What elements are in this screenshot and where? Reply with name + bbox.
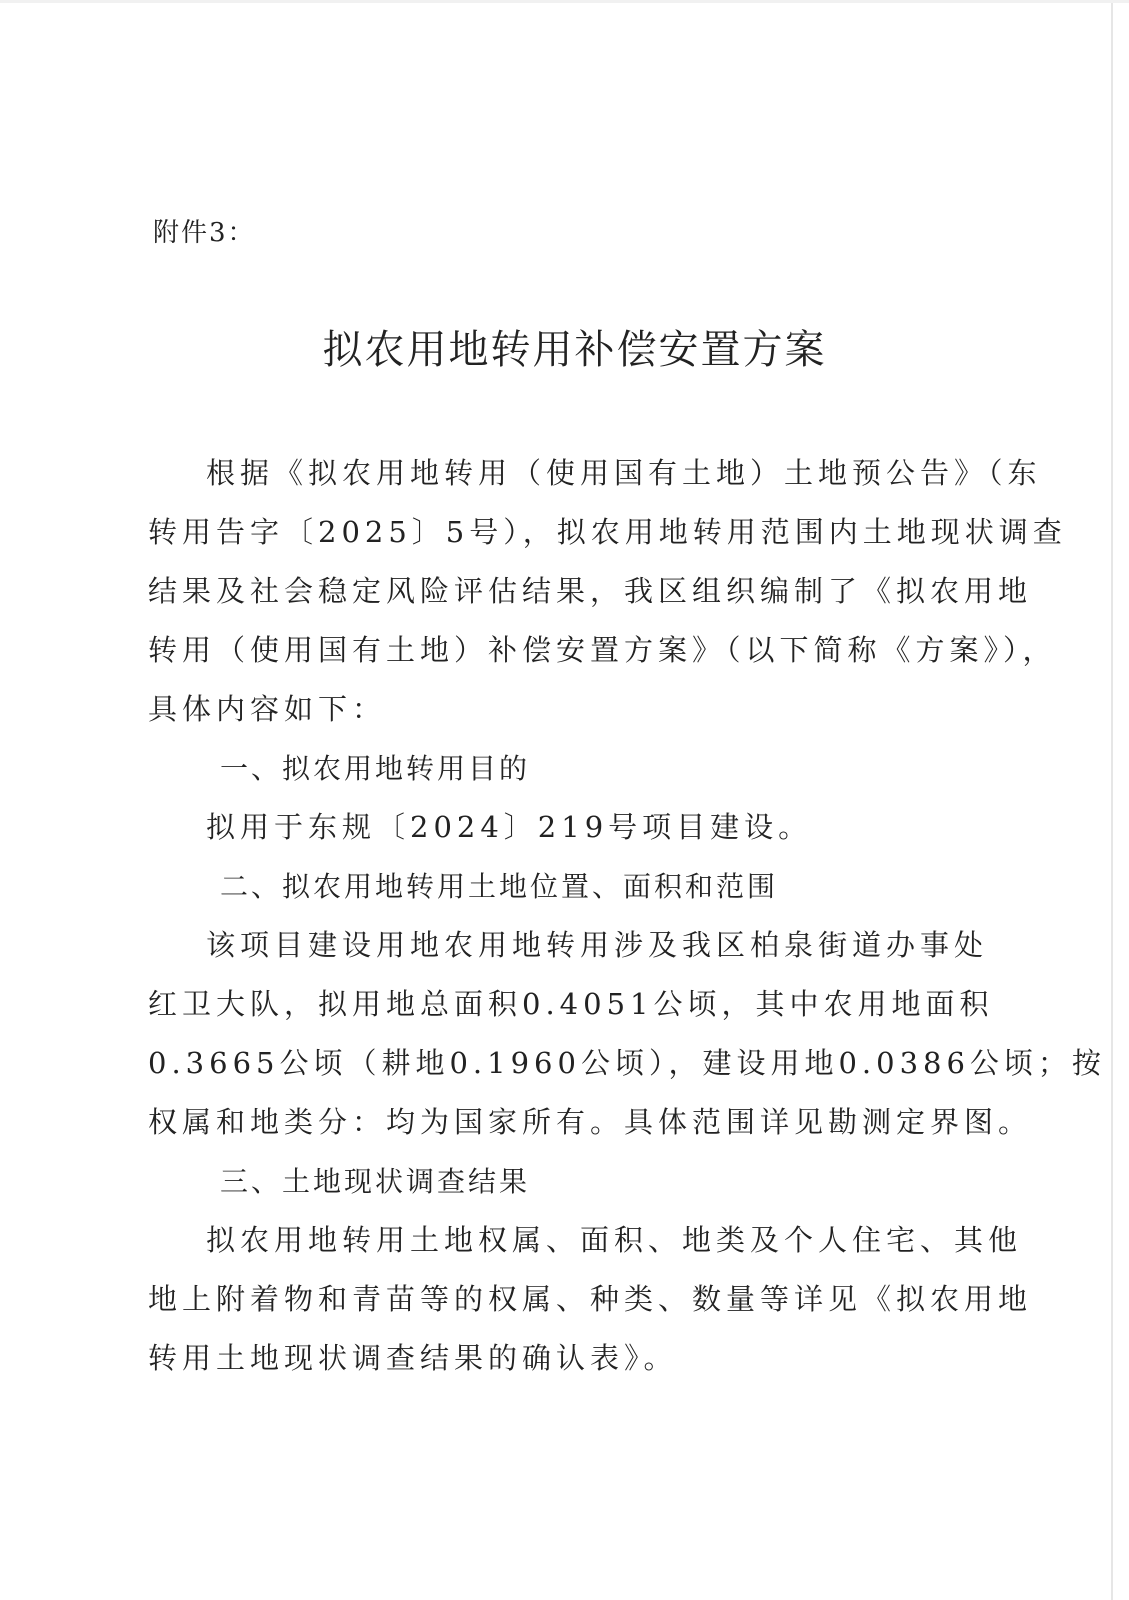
paragraph-line: 红卫大队，拟用地总面积0.4051公顷，其中农用地面积 (148, 987, 994, 1021)
section-heading-1: 一、拟农用地转用目的 (220, 752, 531, 785)
document-title: 拟农用地转用补偿安置方案 (322, 327, 827, 373)
paragraph-line: 具体内容如下： (148, 692, 387, 726)
paragraph-line: 权属和地类分：均为国家所有。具体范围详见勘测定界图。 (148, 1105, 1033, 1139)
paragraph-line: 根据《拟农用地转用（使用国有土地）土地预公告》（东 (206, 456, 1042, 490)
paragraph-line: 该项目建设用地农用地转用涉及我区柏泉街道办事处 (206, 928, 989, 962)
paragraph-line: 转用（使用国有土地）补偿安置方案》（以下简称《方案》）， (148, 633, 1057, 667)
document-body (148, 444, 1106, 1388)
section-heading-2: 二、拟农用地转用土地位置、面积和范围 (220, 870, 779, 903)
paragraph-line: 0.3665公顷（耕地0.1960公顷），建设用地0.0386公顷；按 (148, 1046, 1106, 1080)
paragraph-line: 拟用于东规〔2024〕219号项目建设。 (206, 810, 813, 844)
paragraph-line: 转用土地现状调查结果的确认表》。 (148, 1341, 678, 1375)
attachment-label: 附件3： (153, 218, 256, 248)
section-heading-3: 三、土地现状调查结果 (220, 1165, 531, 1198)
paragraph-line: 转用告字〔2025〕5号），拟农用地转用范围内土地现状调查 (148, 515, 1067, 549)
paragraph-line: 拟农用地转用土地权属、面积、地类及个人住宅、其他 (206, 1223, 1023, 1257)
scan-edge (1111, 0, 1113, 1600)
paragraph-line: 地上附着物和青苗等的权属、种类、数量等详见《拟农用地 (148, 1282, 1033, 1316)
scan-edge-top (0, 0, 1129, 3)
paragraph-line: 结果及社会稳定风险评估结果，我区组织编制了《拟农用地 (148, 574, 1033, 608)
